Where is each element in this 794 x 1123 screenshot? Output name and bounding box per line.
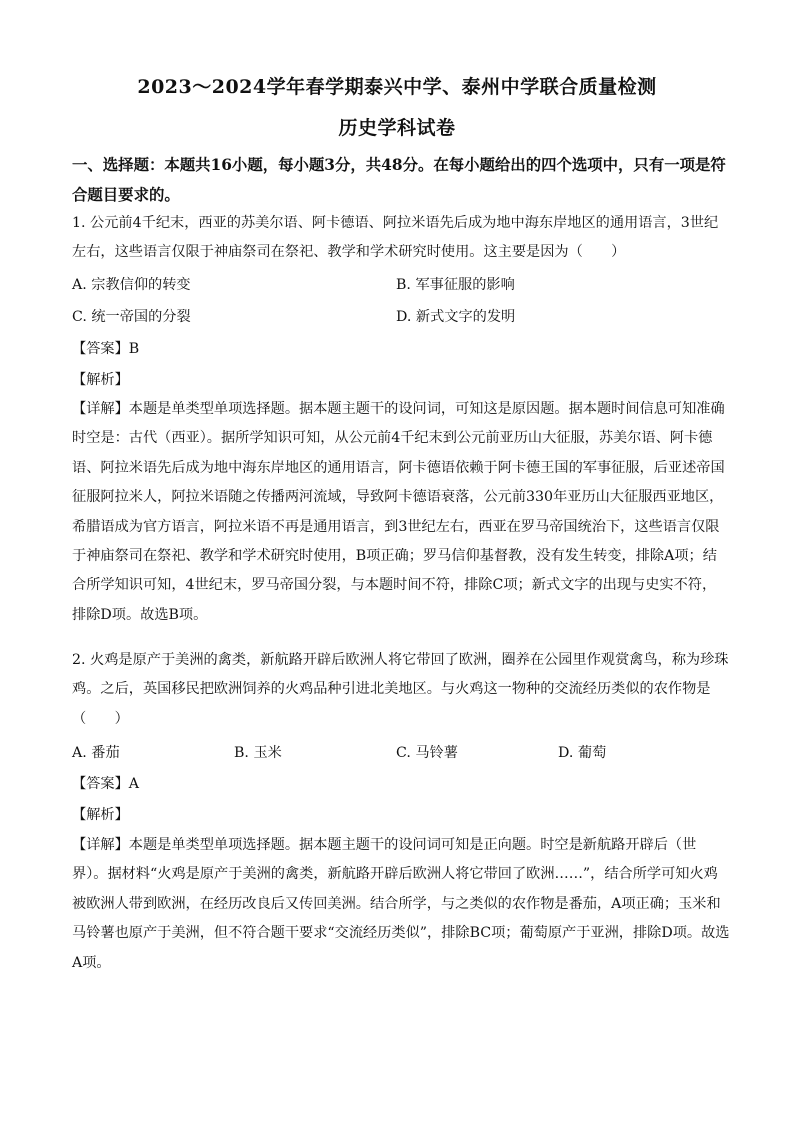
question-2-option-c: C. 马铃薯 — [396, 745, 458, 761]
question-2-stem: 2. 火鸡是原产于美洲的禽类，新航路开辟后欧洲人将它带回了欧洲，圈养在公园里作观赏禽鸟，称为珍珠鸡。之后，英国移民把欧洲饲养的火鸡品种引进北美地区。与火鸡这一物种的交流经历类似的农作物是（ ） — [72, 652, 729, 727]
question-2-option-d: D. 葡萄 — [558, 745, 607, 761]
question-1-answer: 【答案】B — [72, 341, 140, 357]
question-1-stem: 1. 公元前4千纪末，西亚的苏美尔语、阿卡德语、阿拉米语先后成为地中海东岸地区的通用语言，3世纪左右，这些语言仅限于神庙祭司在祭祀、教学和学术研究时使用。这主要是因为（ ） — [72, 215, 719, 261]
exam-title: 2023～2024学年春学期泰兴中学、泰州中学联合质量检测 — [137, 76, 657, 98]
question-1-option-a: A. 宗教信仰的转变 — [72, 277, 191, 293]
question-2-answer: 【答案】A — [72, 776, 139, 792]
section-heading: 一、选择题：本题共16小题，每小题3分，共48分。在每小题给出的四个选项中，只有一项是符合题目要求的。 — [72, 156, 726, 204]
question-1-options-row-1 — [72, 274, 732, 298]
exam-subtitle: 历史学科试卷 — [338, 117, 456, 139]
question-2-analysis-label: 【解析】 — [72, 807, 129, 823]
question-2-options-row — [72, 742, 732, 766]
question-1-option-b: B. 军事征服的影响 — [396, 277, 515, 293]
question-2-option-a: A. 番茄 — [72, 745, 120, 761]
question-1-detail: 【详解】本题是单类型单项选择题。据本题主题干的设问词，可知这是原因题。据本题时间信息可知准确时空是：古代（西亚）。据所学知识可知，从公元前4千纪末到公元前亚历山大征服，苏美尔语、阿卡德语、阿拉米语先后成为地中海东岸地区的通用语言，阿卡德语依赖于阿卡德王国的军事征服，后亚述帝国征服阿拉米人，阿拉米语随之传播两河流域，导致阿卡德语衰落，公元前330年亚历山大征服西亚地区，希腊语成为官方语言，阿拉米语不再是通用语言，到3世纪左右，西亚在罗马帝国统治下，这些语言仅限于神庙祭司在祭祀、教学和学术研究时使用，B项正确；罗马信仰基督教，没有发生转变，排除A项；结合所学知识可知，4世纪末，罗马帝国分裂，与本题时间不符，排除C项；新式文字的出现与史实不符，排除D项。故选B项。 — [72, 401, 725, 623]
question-2-option-b: B. 玉米 — [234, 745, 282, 761]
question-1-option-d: D. 新式文字的发明 — [396, 309, 516, 325]
question-1-analysis-label: 【解析】 — [72, 372, 129, 388]
question-2-detail: 【详解】本题是单类型单项选择题。据本题主题干的设问词可知是正向题。时空是新航路开辟后（世界）。据材料“火鸡是原产于美洲的禽类，新航路开辟后欧洲人将它带回了欧洲……”，结合所学可知火鸡被欧洲人带到欧洲，在经历改良后又传回美洲。结合所学，与之类似的农作物是番茄，A项正确；玉米和马铃薯也原产于美洲，但不符合题干要求“交流经历类似”，排除BC项；葡萄原产于亚洲，排除D项。故选A项。 — [72, 837, 730, 971]
question-1-options-row-2 — [72, 306, 732, 330]
question-1-option-c: C. 统一帝国的分裂 — [72, 309, 191, 325]
